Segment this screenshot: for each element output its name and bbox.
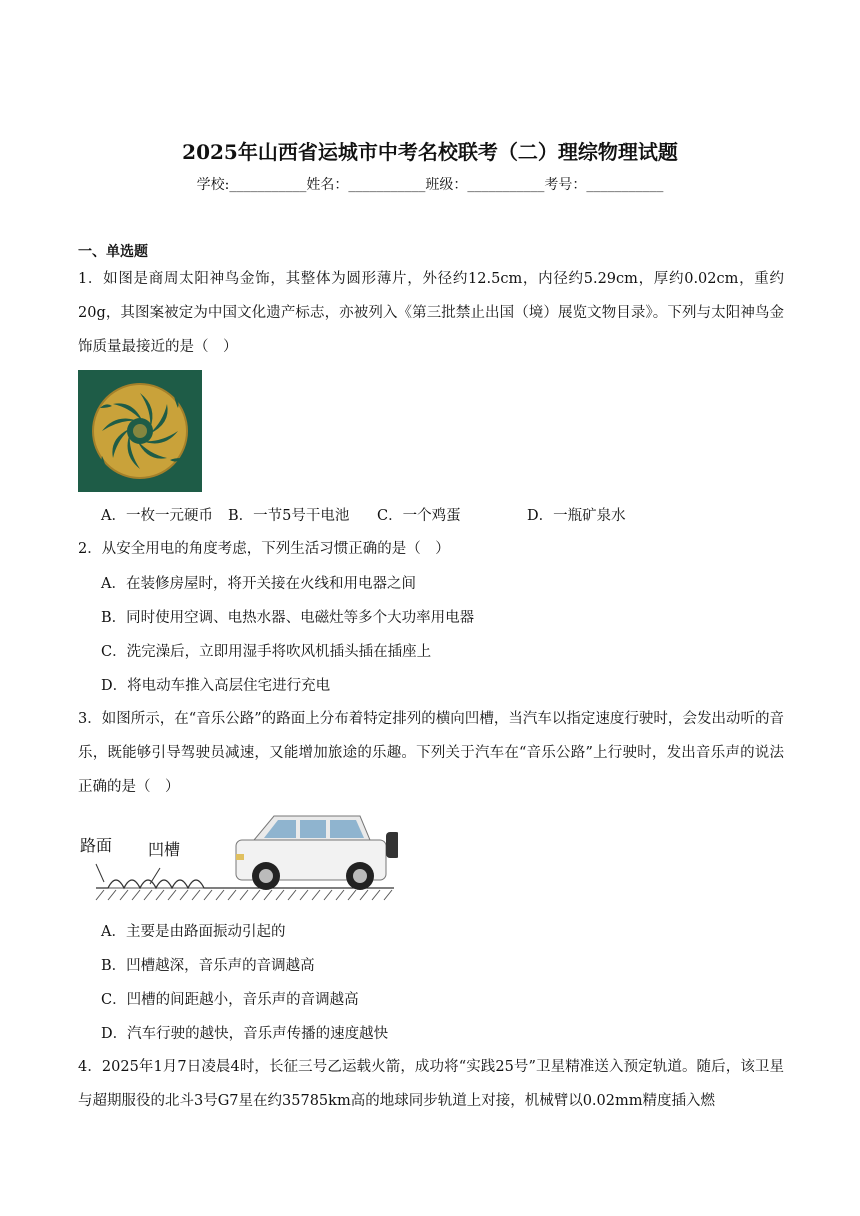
student-info-line: 学校:___________姓名：___________班级：___________考号：___________ xyxy=(196,177,664,193)
q1-option-d: D．一瓶矿泉水 xyxy=(527,508,626,524)
page-title: 2025年山西省运城市中考名校联考（二）理综物理试题 xyxy=(182,140,678,164)
section-heading: 一、单选题 xyxy=(78,244,148,260)
q3-option-b: B．凹槽越深，音乐声的音调越高 xyxy=(101,958,315,974)
q3-option-d: D．汽车行驶的越快，音乐声传播的速度越快 xyxy=(101,1026,389,1042)
q2-option-b: B．同时使用空调、电热水器、电磁灶等多个大功率用电器 xyxy=(101,610,475,626)
question-4-stem: 4．2025年1月7日凌晨4时，长征三号乙运载火箭，成功将“实践25号”卫星精准送入预定轨道。随后，该卫星与超期服役的北斗3号G7星在约35785km高的地球同步轨道上对接，机械臂以0.02mm精度插入燃 xyxy=(78,1059,784,1109)
figure-label-groove: 凹槽 xyxy=(148,840,181,859)
q1-option-b: B．一节5号干电池 xyxy=(228,508,350,524)
q3-option-a: A．主要是由路面振动引起的 xyxy=(101,924,286,940)
sun-bird-gold-ornament-image xyxy=(78,370,202,492)
q2-option-c: C．洗完澡后，立即用湿手将吹风机插头插在插座上 xyxy=(101,644,432,660)
q2-option-d: D．将电动车推入高层住宅进行充电 xyxy=(101,678,331,694)
q3-option-c: C．凹槽的间距越小，音乐声的音调越高 xyxy=(101,992,359,1008)
q2-option-a: A．在装修房屋时，将开关接在火线和用电器之间 xyxy=(101,576,416,592)
q1-option-a: A．一枚一元硬币 xyxy=(101,508,213,524)
question-1-stem: 1．如图是商周太阳神鸟金饰，其整体为圆形薄片，外径约12.5cm，内径约5.29cm，厚约0.02cm，重约20g，其图案被定为中国文化遗产标志，亦被列入《第三批禁止出国（境）展览文物目录》。下列与太阳神鸟金饰质量最接近的是（ ） xyxy=(78,271,784,355)
q1-option-c: C．一个鸡蛋 xyxy=(377,508,461,524)
question-2-stem: 2．从安全用电的角度考虑，下列生活习惯正确的是（ ） xyxy=(78,541,450,557)
question-3-stem: 3．如图所示，在“音乐公路”的路面上分布着特定排列的横向凹槽，当汽车以指定速度行驶时，会发出动听的音乐，既能够引导驾驶员减速，又能增加旅途的乐趣。下列关于汽车在“音乐公路”上行驶时，发出音乐声的说法正确的是（ ） xyxy=(78,711,784,795)
figure-label-road: 路面 xyxy=(80,836,113,855)
music-road-car-figure xyxy=(78,810,398,906)
